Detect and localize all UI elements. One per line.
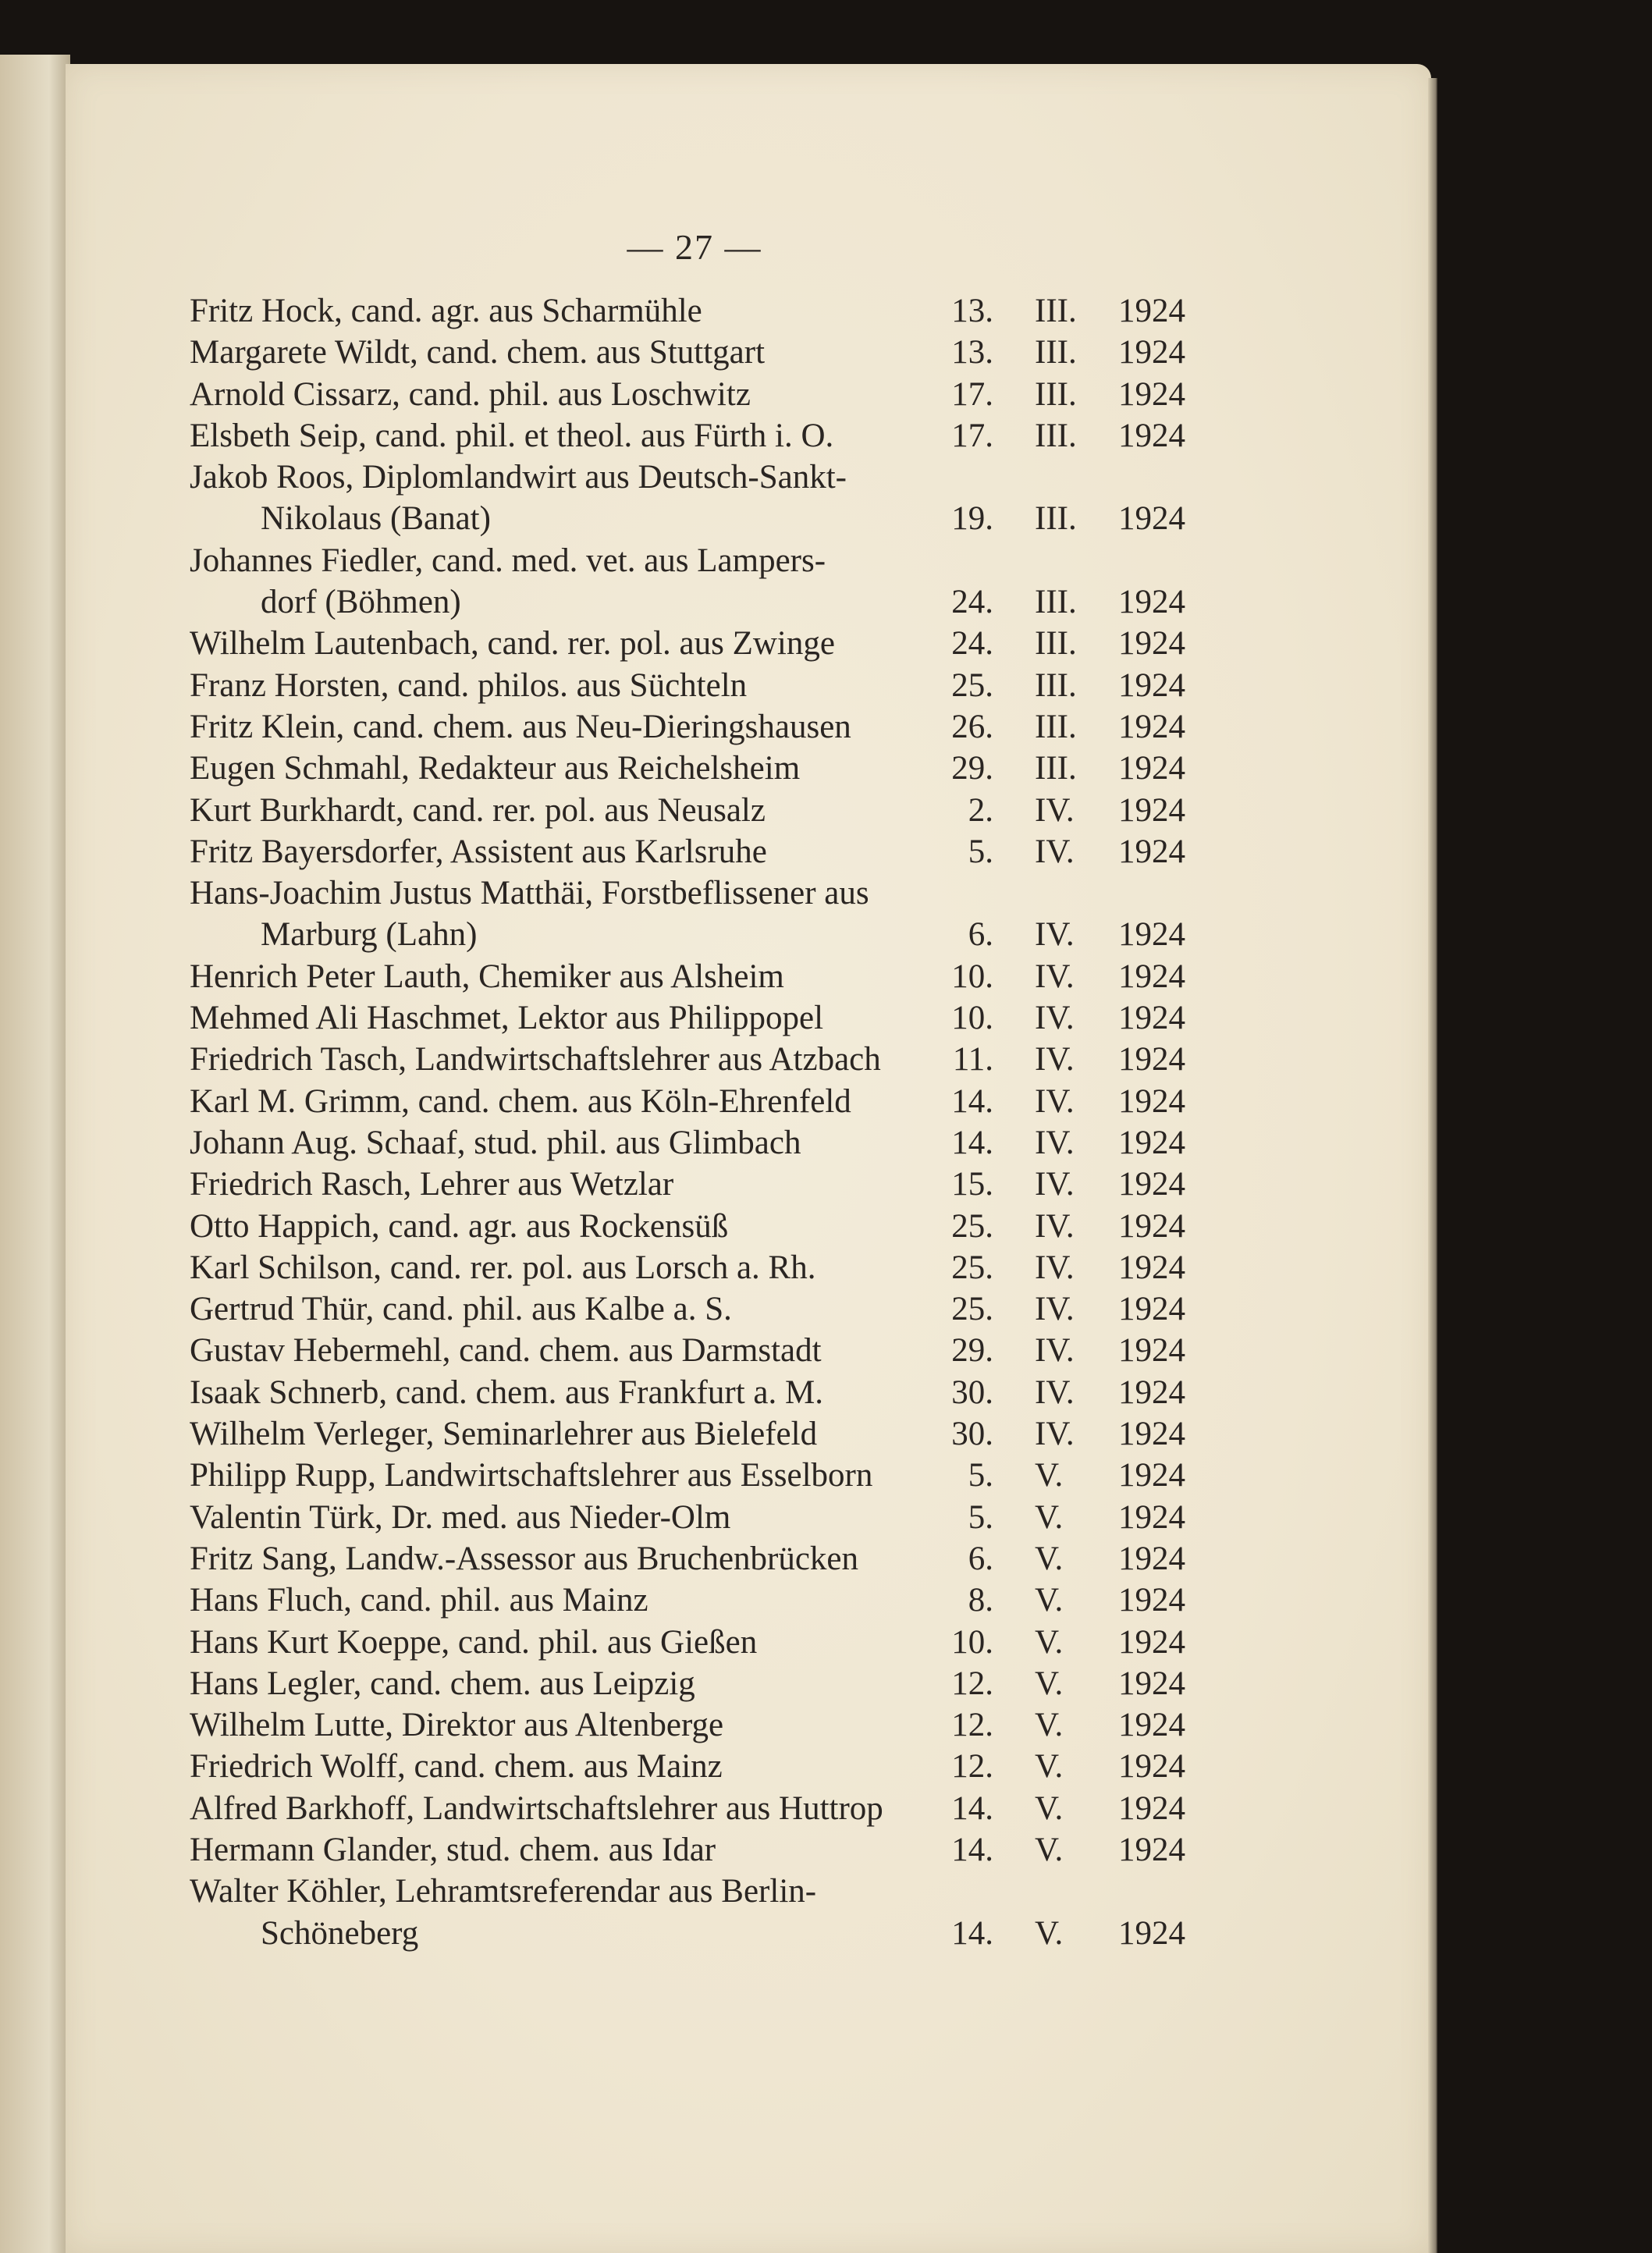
entry-day: 6. xyxy=(968,916,993,954)
entry-year: 1924 xyxy=(1118,791,1185,829)
entry-year: 1924 xyxy=(1118,1416,1185,1453)
entry-name: Karl Schilson, cand. rer. pol. aus Lorsch a. Rh. xyxy=(190,1249,816,1286)
entry-name: Friedrich Tasch, Landwirtschaftslehrer aus Atzbach xyxy=(190,1041,881,1079)
entry-year: 1924 xyxy=(1118,1041,1185,1079)
entry-name: Friedrich Rasch, Lehrer aus Wetzlar xyxy=(190,1166,674,1203)
entry-name-continuation: Marburg (Lahn) xyxy=(261,916,478,954)
entry-month: IV. xyxy=(1035,1373,1075,1411)
entry-year: 1924 xyxy=(1118,625,1185,663)
entry-name: Fritz Hock, cand. agr. aus Scharmühle xyxy=(190,293,702,329)
list-item xyxy=(190,997,1204,1039)
entry-day: 5. xyxy=(968,1498,993,1536)
entry-name: Henrich Peter Lauth, Chemiker aus Alsheim xyxy=(190,958,784,995)
entry-year: 1924 xyxy=(1118,293,1185,329)
list-item xyxy=(190,332,1204,373)
entry-date xyxy=(951,1247,1204,1288)
entry-day: 13. xyxy=(951,293,993,329)
entry-day: 19. xyxy=(951,500,993,538)
entry-name: Hermann Glander, stud. chem. aus Idar xyxy=(190,1831,716,1868)
entry-month: III. xyxy=(1035,666,1077,704)
entry-day: 10. xyxy=(951,958,993,995)
list-item xyxy=(190,290,1204,332)
entry-day: 12. xyxy=(951,1748,993,1786)
list-item xyxy=(190,1247,1204,1288)
entry-year: 1924 xyxy=(1118,1000,1185,1037)
list-item xyxy=(190,1164,1204,1205)
entry-name: Gertrud Thür, cand. phil. aus Kalbe a. S. xyxy=(190,1291,732,1328)
entry-name-continuation: Schöneberg xyxy=(261,1914,419,1952)
entry-date xyxy=(970,790,1204,831)
entry-name: Wilhelm Lautenbach, cand. rer. pol. aus Zwinge xyxy=(190,625,835,663)
entry-date xyxy=(951,1704,1204,1746)
list-item xyxy=(190,1622,1204,1663)
list-item xyxy=(190,1746,1204,1787)
entry-month: IV. xyxy=(1035,1207,1075,1245)
entry-year: 1924 xyxy=(1118,417,1185,454)
list-item xyxy=(190,1788,1204,1829)
entry-month: V. xyxy=(1035,1665,1064,1702)
entry-month: III. xyxy=(1035,500,1077,538)
entry-month: IV. xyxy=(1035,1082,1075,1120)
list-item xyxy=(190,1580,1204,1621)
entry-year: 1924 xyxy=(1118,1748,1185,1786)
entry-name: Margarete Wildt, cand. chem. aus Stuttgart xyxy=(190,334,766,371)
page-number: — 27 — xyxy=(627,227,762,267)
entry-date xyxy=(951,1788,1204,1829)
entry-month: V. xyxy=(1035,1707,1064,1744)
entry-name: Jakob Roos, Diplomlandwirt aus Deutsch-Sankt- xyxy=(190,459,847,496)
entry-name: Walter Köhler, Lehramtsreferendar aus Berlin- xyxy=(190,1873,817,1910)
entry-date xyxy=(951,1622,1204,1663)
entry-month: V. xyxy=(1035,1789,1064,1827)
entry-date xyxy=(951,1081,1204,1122)
list-item xyxy=(190,1413,1204,1455)
entry-day: 2. xyxy=(968,791,993,829)
list-item xyxy=(190,748,1204,789)
entry-date xyxy=(951,706,1204,748)
entry-name: Arnold Cissarz, cand. phil. aus Loschwitz xyxy=(190,375,751,413)
list-item xyxy=(190,1455,1204,1496)
entry-month: IV. xyxy=(1035,791,1075,829)
entry-day: 25. xyxy=(951,1291,993,1328)
entry-date xyxy=(951,1913,1204,1954)
entry-day: 30. xyxy=(951,1416,993,1453)
entry-year: 1924 xyxy=(1118,1291,1185,1328)
list-item xyxy=(190,1081,1204,1122)
entry-date xyxy=(951,1330,1204,1371)
entry-year: 1924 xyxy=(1118,1582,1185,1619)
entry-name: Eugen Schmahl, Redakteur aus Reichelsheim xyxy=(190,750,801,787)
entry-name: Valentin Türk, Dr. med. aus Nieder-Olm xyxy=(190,1498,731,1536)
entry-day: 30. xyxy=(951,1373,993,1411)
entry-year: 1924 xyxy=(1118,584,1185,621)
entry-name: Hans Legler, cand. chem. aus Leipzig xyxy=(190,1665,695,1702)
entry-day: 25. xyxy=(951,1207,993,1245)
entry-month: IV. xyxy=(1035,1124,1075,1161)
entry-date xyxy=(970,1538,1204,1580)
entry-date xyxy=(951,1164,1204,1205)
entry-year: 1924 xyxy=(1118,708,1185,745)
entry-date xyxy=(951,665,1204,706)
entry-date xyxy=(951,1288,1204,1330)
entry-year: 1924 xyxy=(1118,1207,1185,1245)
list-item xyxy=(190,1206,1204,1247)
list-item xyxy=(190,457,1204,540)
entry-name: Hans Fluch, cand. phil. aus Mainz xyxy=(190,1582,648,1619)
entry-name: Hans-Joachim Justus Matthäi, Forstbeflissener aus xyxy=(190,875,869,912)
list-item xyxy=(190,1663,1204,1704)
entry-day: 11. xyxy=(952,1041,993,1079)
entry-month: IV. xyxy=(1035,1291,1075,1328)
entry-month: IV. xyxy=(1035,1416,1075,1453)
entry-name: Hans Kurt Koeppe, cand. phil. aus Gießen xyxy=(190,1623,758,1661)
entry-year: 1924 xyxy=(1118,1707,1185,1744)
entry-month: III. xyxy=(1035,293,1077,329)
entry-year: 1924 xyxy=(1118,1789,1185,1827)
entry-day: 29. xyxy=(951,750,993,787)
entry-month: III. xyxy=(1035,708,1077,745)
entry-year: 1924 xyxy=(1118,958,1185,995)
list-item xyxy=(190,1372,1204,1413)
entry-year: 1924 xyxy=(1118,1540,1185,1577)
entry-date xyxy=(951,581,1204,623)
list-item xyxy=(190,706,1204,748)
entry-name: Fritz Klein, cand. chem. aus Neu-Dieringshausen xyxy=(190,708,851,745)
entry-month: IV. xyxy=(1035,1000,1075,1037)
entry-year: 1924 xyxy=(1118,1332,1185,1370)
list-item xyxy=(190,374,1204,415)
entry-name: Gustav Hebermehl, cand. chem. aus Darmstadt xyxy=(190,1332,822,1370)
entry-year: 1924 xyxy=(1118,375,1185,413)
entry-month: V. xyxy=(1035,1582,1064,1619)
list-item xyxy=(190,831,1204,872)
entry-name: Karl M. Grimm, cand. chem. aus Köln-Ehrenfeld xyxy=(190,1082,851,1120)
entry-day: 10. xyxy=(951,1000,993,1037)
entry-year: 1924 xyxy=(1118,334,1185,371)
entry-month: V. xyxy=(1035,1623,1064,1661)
entry-date xyxy=(951,1663,1204,1704)
entry-day: 10. xyxy=(951,1623,993,1661)
list-item xyxy=(190,1538,1204,1580)
entry-month: V. xyxy=(1035,1748,1064,1786)
page-right-edge xyxy=(1428,78,1437,2253)
entry-date xyxy=(951,1746,1204,1787)
list-item xyxy=(190,790,1204,831)
entry-day: 14. xyxy=(951,1789,993,1827)
entry-name: Franz Horsten, cand. philos. aus Süchteln xyxy=(190,666,748,704)
entry-date xyxy=(951,997,1204,1039)
entry-name: Isaak Schnerb, cand. chem. aus Frankfurt a. M. xyxy=(190,1373,823,1411)
entry-date xyxy=(951,498,1204,539)
entry-day: 14. xyxy=(951,1831,993,1868)
entry-date xyxy=(951,290,1204,332)
entry-year: 1924 xyxy=(1118,1124,1185,1161)
entry-year: 1924 xyxy=(1118,1498,1185,1536)
entry-day: 12. xyxy=(951,1707,993,1744)
entry-day: 13. xyxy=(951,334,993,371)
entry-year: 1924 xyxy=(1118,1166,1185,1203)
entry-month: III. xyxy=(1035,750,1077,787)
entry-month: IV. xyxy=(1035,1041,1075,1079)
entry-date xyxy=(952,1039,1204,1080)
entry-month: IV. xyxy=(1035,1166,1075,1203)
entry-name: Otto Happich, cand. agr. aus Rockensüß xyxy=(190,1207,729,1245)
entry-date xyxy=(951,956,1204,997)
entry-name: Johannes Fiedler, cand. med. vet. aus Lampers- xyxy=(190,542,826,579)
underlying-page-edge xyxy=(0,55,70,2253)
list-item xyxy=(190,872,1204,956)
entry-day: 5. xyxy=(968,833,993,870)
entry-year: 1924 xyxy=(1118,500,1185,538)
entry-year: 1924 xyxy=(1118,916,1185,954)
entry-month: III. xyxy=(1035,417,1077,454)
entry-month: III. xyxy=(1035,375,1077,413)
entry-date xyxy=(951,1206,1204,1247)
list-item xyxy=(190,1039,1204,1080)
entry-name: Mehmed Ali Haschmet, Lektor aus Philippopel xyxy=(190,1000,824,1037)
entry-day: 26. xyxy=(951,708,993,745)
entry-name: Elsbeth Seip, cand. phil. et theol. aus Fürth i. O. xyxy=(190,417,834,454)
list-item xyxy=(190,540,1204,624)
entry-date xyxy=(951,1122,1204,1164)
entry-date xyxy=(951,332,1204,373)
entry-name: Johann Aug. Schaaf, stud. phil. aus Glimbach xyxy=(190,1124,801,1161)
entry-date xyxy=(970,1455,1204,1496)
entry-day: 29. xyxy=(951,1332,993,1370)
entry-day: 14. xyxy=(951,1082,993,1120)
list-item xyxy=(190,665,1204,706)
entry-year: 1924 xyxy=(1118,750,1185,787)
entry-year: 1924 xyxy=(1118,1914,1185,1952)
list-item xyxy=(190,1330,1204,1371)
entry-day: 24. xyxy=(951,584,993,621)
entry-name: Wilhelm Verleger, Seminarlehrer aus Bielefeld xyxy=(190,1416,818,1453)
entry-year: 1924 xyxy=(1118,833,1185,870)
list-item xyxy=(190,1497,1204,1538)
entry-name-continuation: Nikolaus (Banat) xyxy=(261,500,491,538)
entry-list xyxy=(190,290,1204,1954)
entry-name: Wilhelm Lutte, Direktor aus Altenberge xyxy=(190,1707,724,1744)
entry-name: Kurt Burkhardt, cand. rer. pol. aus Neusalz xyxy=(190,791,766,829)
list-item xyxy=(190,415,1204,457)
entry-date xyxy=(970,1580,1204,1621)
list-item xyxy=(190,1122,1204,1164)
entry-date xyxy=(951,1372,1204,1413)
entry-date xyxy=(951,415,1204,457)
entry-year: 1924 xyxy=(1118,1373,1185,1411)
list-item xyxy=(190,1704,1204,1746)
list-item xyxy=(190,1829,1204,1871)
list-item xyxy=(190,1871,1204,1954)
entry-year: 1924 xyxy=(1118,1623,1185,1661)
entry-day: 25. xyxy=(951,1249,993,1286)
entry-month: IV. xyxy=(1035,958,1075,995)
entry-day: 17. xyxy=(951,417,993,454)
entry-month: IV. xyxy=(1035,1332,1075,1370)
entry-name: Fritz Sang, Landw.-Assessor aus Bruchenbrücken xyxy=(190,1540,859,1577)
entry-name: Philipp Rupp, Landwirtschaftslehrer aus Esselborn xyxy=(190,1457,873,1494)
entry-date xyxy=(970,831,1204,872)
entry-year: 1924 xyxy=(1118,1249,1185,1286)
entry-date xyxy=(970,914,1204,955)
entry-month: IV. xyxy=(1035,916,1075,954)
entry-day: 6. xyxy=(968,1540,993,1577)
entry-date xyxy=(951,374,1204,415)
entry-date xyxy=(970,1497,1204,1538)
entry-day: 14. xyxy=(951,1914,993,1952)
entry-date xyxy=(951,623,1204,664)
entry-month: IV. xyxy=(1035,1249,1075,1286)
entry-day: 12. xyxy=(951,1665,993,1702)
entry-day: 15. xyxy=(951,1166,993,1203)
list-item xyxy=(190,623,1204,664)
entry-date xyxy=(951,1413,1204,1455)
entry-year: 1924 xyxy=(1118,1082,1185,1120)
entry-name-continuation: dorf (Böhmen) xyxy=(261,584,461,621)
entry-name: Friedrich Wolff, cand. chem. aus Mainz xyxy=(190,1748,723,1786)
list-item xyxy=(190,1288,1204,1330)
entry-month: III. xyxy=(1035,584,1077,621)
entry-name: Fritz Bayersdorfer, Assistent aus Karlsruhe xyxy=(190,833,767,870)
entry-day: 25. xyxy=(951,666,993,704)
entry-month: V. xyxy=(1035,1831,1064,1868)
entry-month: V. xyxy=(1035,1498,1064,1536)
entry-month: III. xyxy=(1035,625,1077,663)
entry-day: 17. xyxy=(951,375,993,413)
entry-date xyxy=(951,748,1204,789)
entry-month: V. xyxy=(1035,1914,1064,1952)
entry-month: IV. xyxy=(1035,833,1075,870)
entry-day: 8. xyxy=(968,1582,993,1619)
entry-month: V. xyxy=(1035,1540,1064,1577)
entry-date xyxy=(951,1829,1204,1871)
list-item xyxy=(190,956,1204,997)
entry-month: III. xyxy=(1035,334,1077,371)
entry-day: 24. xyxy=(951,625,993,663)
entry-year: 1924 xyxy=(1118,1457,1185,1494)
entry-name: Alfred Barkhoff, Landwirtschaftslehrer aus Huttrop xyxy=(190,1789,883,1827)
entry-day: 5. xyxy=(968,1457,993,1494)
entry-year: 1924 xyxy=(1118,1831,1185,1868)
entry-year: 1924 xyxy=(1118,666,1185,704)
entry-month: V. xyxy=(1035,1457,1064,1494)
entry-year: 1924 xyxy=(1118,1665,1185,1702)
entry-day: 14. xyxy=(951,1124,993,1161)
